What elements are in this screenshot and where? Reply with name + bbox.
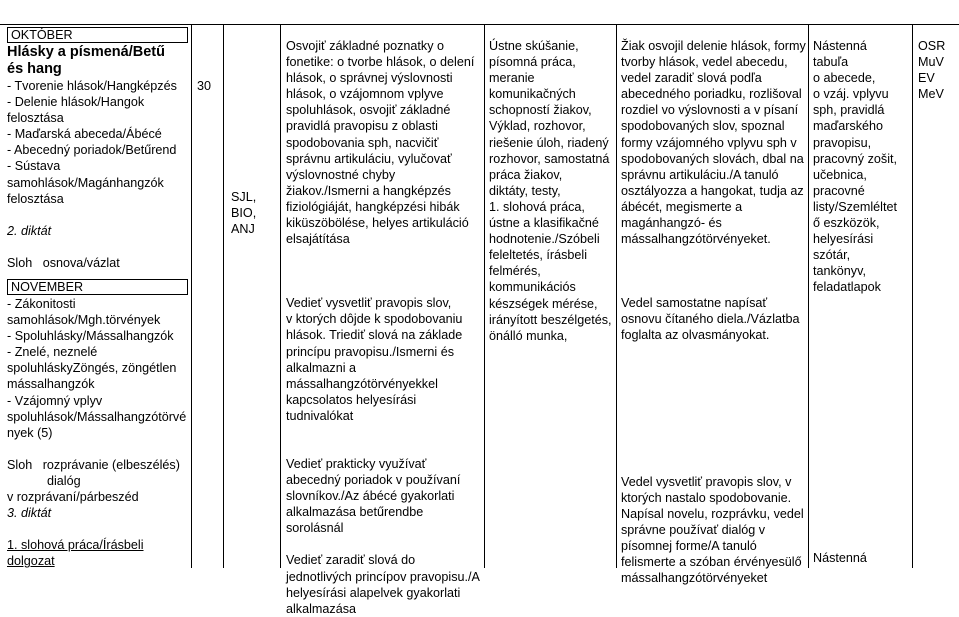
- method-line: hodnotenie./Szóbeli: [489, 232, 600, 247]
- outcome-line: Napísal novelu, rozprávku, vedel: [621, 506, 804, 521]
- month-label-october: OKTÓBER: [7, 27, 188, 43]
- resource-line: pracovné: [813, 183, 865, 198]
- subject-code: ANJ: [231, 222, 255, 237]
- topic-line: - Maďarská abeceda/Ábécé: [7, 127, 162, 142]
- goal-line: hlások. Triediť slová na základe: [286, 328, 463, 343]
- table-top-border: [0, 24, 959, 25]
- outcome-line: abecedného poriadku, rozlišoval: [621, 87, 802, 102]
- goal-line: správnu artikuláciu, vylučovať: [286, 151, 452, 166]
- goal-line: Osvojiť základné poznatky o: [286, 39, 445, 53]
- outcome-line: Vedel vysvetliť pravopis slov, v: [621, 474, 792, 489]
- topic-line: mássalhangzók: [7, 377, 95, 392]
- method-line: készségek mérése,: [489, 296, 598, 311]
- column-divider: [616, 24, 617, 568]
- outcome-line: formy vzájomného vplyvu sph v: [621, 135, 797, 150]
- resource-line: sph, pravidlá: [813, 103, 885, 118]
- theme-code: EV: [918, 71, 935, 86]
- goal-line: alkalmazni a: [286, 360, 356, 375]
- topic-line: felosztása: [7, 191, 64, 206]
- resource-line: o vzáj. vplyvu: [813, 87, 889, 102]
- method-line: feleltetés, írásbeli: [489, 248, 588, 263]
- outcome-line: mássalhangzótörvényeket: [621, 571, 768, 586]
- theme-code: OSR: [918, 39, 946, 53]
- sloh-label: Sloh osnova/vázlat: [7, 255, 120, 270]
- outcome-line: spodobovaných slov, spoznal: [621, 119, 785, 134]
- written-work-label: 1. slohová práca/Írásbeli: [7, 538, 144, 553]
- topic-line: - Tvorenie hlások/Hangképzés: [7, 79, 177, 93]
- resource-line: maďarského: [813, 119, 884, 134]
- method-line: irányított beszélgetés,: [489, 312, 612, 327]
- goal-line: mássalhangzótörvényekkel: [286, 376, 438, 391]
- method-line: kommunikációs: [489, 280, 576, 295]
- goal-line: hlások, o správnej výslovnosti: [286, 71, 453, 86]
- method-line: felmérés,: [489, 264, 541, 279]
- goal-line: kapcsolatos helyesírási: [286, 392, 417, 407]
- goal-line: v ktorých dôjde k spodobovaniu: [286, 312, 463, 327]
- method-line: Výklad, rozhovor,: [489, 119, 586, 134]
- goal-line: slovníkov./Az ábécé gyakorlati: [286, 489, 455, 504]
- hours-column: [197, 78, 221, 94]
- column-divider: [484, 24, 485, 568]
- topic-line: - Abecedný poriadok/Betűrend: [7, 143, 177, 158]
- goal-line: Vedieť vysvetliť pravopis slov,: [286, 296, 452, 311]
- outcome-line: správnu artikuláciu./A tanuló: [621, 167, 779, 182]
- dictation-label: 2. diktát: [7, 223, 52, 238]
- method-line: písomná práca,: [489, 55, 576, 70]
- topic-line: - Sústava: [7, 159, 61, 174]
- outcome-line: správne používať dialóg v: [621, 522, 766, 537]
- goal-line: fonetike: o tvorbe hlások, o delení: [286, 55, 475, 70]
- topic-line: samohlások/Magánhangzók: [7, 175, 164, 190]
- outcome-line: mássalhangzótörvényeket.: [621, 232, 771, 247]
- resources-column: [813, 38, 905, 296]
- goal-line: elsajátítása: [286, 232, 350, 247]
- method-line: práca žiakov,: [489, 167, 563, 182]
- sloh-label: dialóg: [47, 473, 81, 488]
- method-line: komunikačných: [489, 87, 576, 102]
- goal-line: alkalmazása betűrendbe: [286, 505, 424, 520]
- topic-line: spoluhláskyZöngés, zöngétlen: [7, 361, 177, 376]
- theme-code: MuV: [918, 55, 944, 70]
- goal-line: Vedieť zaradiť slová do: [286, 553, 416, 568]
- resource-line: ő eszközök,: [813, 216, 880, 231]
- outcome-line: magánhangzó- és: [621, 216, 722, 231]
- column-divider: [280, 24, 281, 568]
- outcome-line: felismerte a szóban érvényesülő: [621, 554, 802, 569]
- sloh-label: v rozprávaní/párbeszéd: [7, 489, 139, 504]
- resource-line: učebnica,: [813, 167, 867, 182]
- topic-line: samohlások/Mgh.törvények: [7, 313, 161, 328]
- resource-line: helyesírási: [813, 232, 874, 247]
- hours-value: 30: [197, 79, 212, 93]
- theme-code: MeV: [918, 87, 944, 102]
- resource-line-bottom: Nástenná: [813, 551, 867, 565]
- column-divider: [223, 24, 224, 568]
- goal-line: žiakov./Ismerni a hangképzés: [286, 183, 451, 198]
- goal-line: spoluhlások, osvojiť základné: [286, 103, 451, 118]
- topic-line: nyek (5): [7, 425, 53, 440]
- column-divider: [191, 24, 192, 568]
- topic-line: - Znelé, neznelé: [7, 345, 98, 360]
- themes-column: [918, 38, 956, 102]
- goal-line: alkalmazása: [286, 601, 356, 616]
- method-line: riešenie úloh, riadený: [489, 135, 609, 150]
- goal-line: tudnivalókat: [286, 408, 354, 423]
- dictation-label: 3. diktát: [7, 506, 52, 521]
- topics-column: [7, 27, 189, 569]
- resource-line: o abecede,: [813, 71, 876, 86]
- goal-line: Vedieť prakticky využívať: [286, 456, 427, 471]
- topic-line: felosztása: [7, 111, 64, 126]
- goal-line: helyesírási alapelvek gyakorlati: [286, 585, 461, 600]
- topic-line: - Spoluhlásky/Mássalhangzók: [7, 329, 174, 344]
- method-line: rozhovor, samostatná: [489, 151, 610, 166]
- outcomes-column: [621, 38, 805, 586]
- month-label-november: NOVEMBER: [7, 279, 188, 295]
- outcome-line: Vedel samostatne napísať: [621, 296, 768, 311]
- outcome-line: tvorby hlások, vedel abecedu,: [621, 55, 788, 70]
- outcome-line: Žiak osvojil delenie hlások, formy: [621, 39, 806, 53]
- resource-line: tankönyv,: [813, 264, 866, 279]
- outcome-line: osnovu čítaného diela./Vázlatba: [621, 312, 800, 327]
- topic-line: - Delenie hlások/Hangok: [7, 95, 145, 110]
- outcome-line: foglalta az olvasmányokat.: [621, 328, 770, 343]
- resource-line: listy/Szemléltet: [813, 199, 897, 214]
- resource-line: szótár,: [813, 248, 851, 263]
- methods-column: [489, 38, 615, 344]
- goal-line: pravidlá pravopisu z oblasti: [286, 119, 438, 134]
- subject-code: SJL,: [231, 190, 257, 204]
- goal-line: sorolásnál: [286, 521, 344, 536]
- topic-line: - Vzájomný vplyv: [7, 393, 103, 408]
- goals-column: [286, 38, 480, 617]
- written-work-label: dolgozat: [7, 554, 55, 569]
- column-divider: [912, 24, 913, 568]
- column-divider: [808, 24, 809, 568]
- goal-line: abecedný poriadok v používaní: [286, 473, 461, 488]
- unit-title: Hlásky a písmená/Betű: [7, 44, 165, 60]
- goal-line: kiküszöbölése, helyes artikuláció: [286, 216, 469, 231]
- subject-code: BIO,: [231, 206, 257, 221]
- method-line: 1. slohová práca,: [489, 199, 585, 214]
- subjects-column: [231, 189, 261, 237]
- topic-line: - Zákonitosti: [7, 296, 76, 311]
- outcome-line: ktorých nastalo spodobovanie.: [621, 490, 792, 505]
- method-line: meranie: [489, 71, 535, 86]
- topic-line: spoluhlások/Mássalhangzótörvé: [7, 409, 187, 424]
- method-line: diktáty, testy,: [489, 183, 561, 198]
- outcome-line: vedel zaradiť slová podľa: [621, 71, 762, 86]
- sloh-label: Sloh rozprávanie (elbeszélés): [7, 457, 180, 472]
- method-line: Ústne skúšanie,: [489, 39, 579, 53]
- resource-line: pravopisu,: [813, 135, 872, 150]
- goal-line: fiziológiáját, hangképzési hibák: [286, 199, 460, 214]
- goal-line: výslovnostné chyby: [286, 167, 396, 182]
- resource-line: Nástenná: [813, 39, 867, 53]
- resource-line: pracovný zošit,: [813, 151, 897, 166]
- goal-line: hlások, o vzájomnom vplyve: [286, 87, 444, 102]
- outcome-line: ábécét, megismerte a: [621, 199, 743, 214]
- outcome-line: osztályozza a hangokat, tudja az: [621, 183, 804, 198]
- method-line: önálló munka,: [489, 328, 568, 343]
- goal-line: princípu pravopisu./Ismerni és: [286, 344, 454, 359]
- outcome-line: písomnej forme/A tanuló: [621, 538, 757, 553]
- resource-line: feladatlapok: [813, 280, 881, 295]
- outcome-line: rozdiel vo výslovnosti a v písaní: [621, 103, 799, 118]
- method-line: ústne a klasifikačné: [489, 216, 599, 231]
- method-line: schopností žiakov,: [489, 103, 592, 118]
- outcome-line: spodobovaných slovách, dbal na: [621, 151, 804, 166]
- unit-title-cont: és hang: [7, 61, 62, 77]
- goal-line: jednotlivých princípov pravopisu./A: [286, 569, 480, 584]
- goal-line: spodobovania sph, nacvičiť: [286, 135, 439, 150]
- resource-line: tabuľa: [813, 55, 849, 70]
